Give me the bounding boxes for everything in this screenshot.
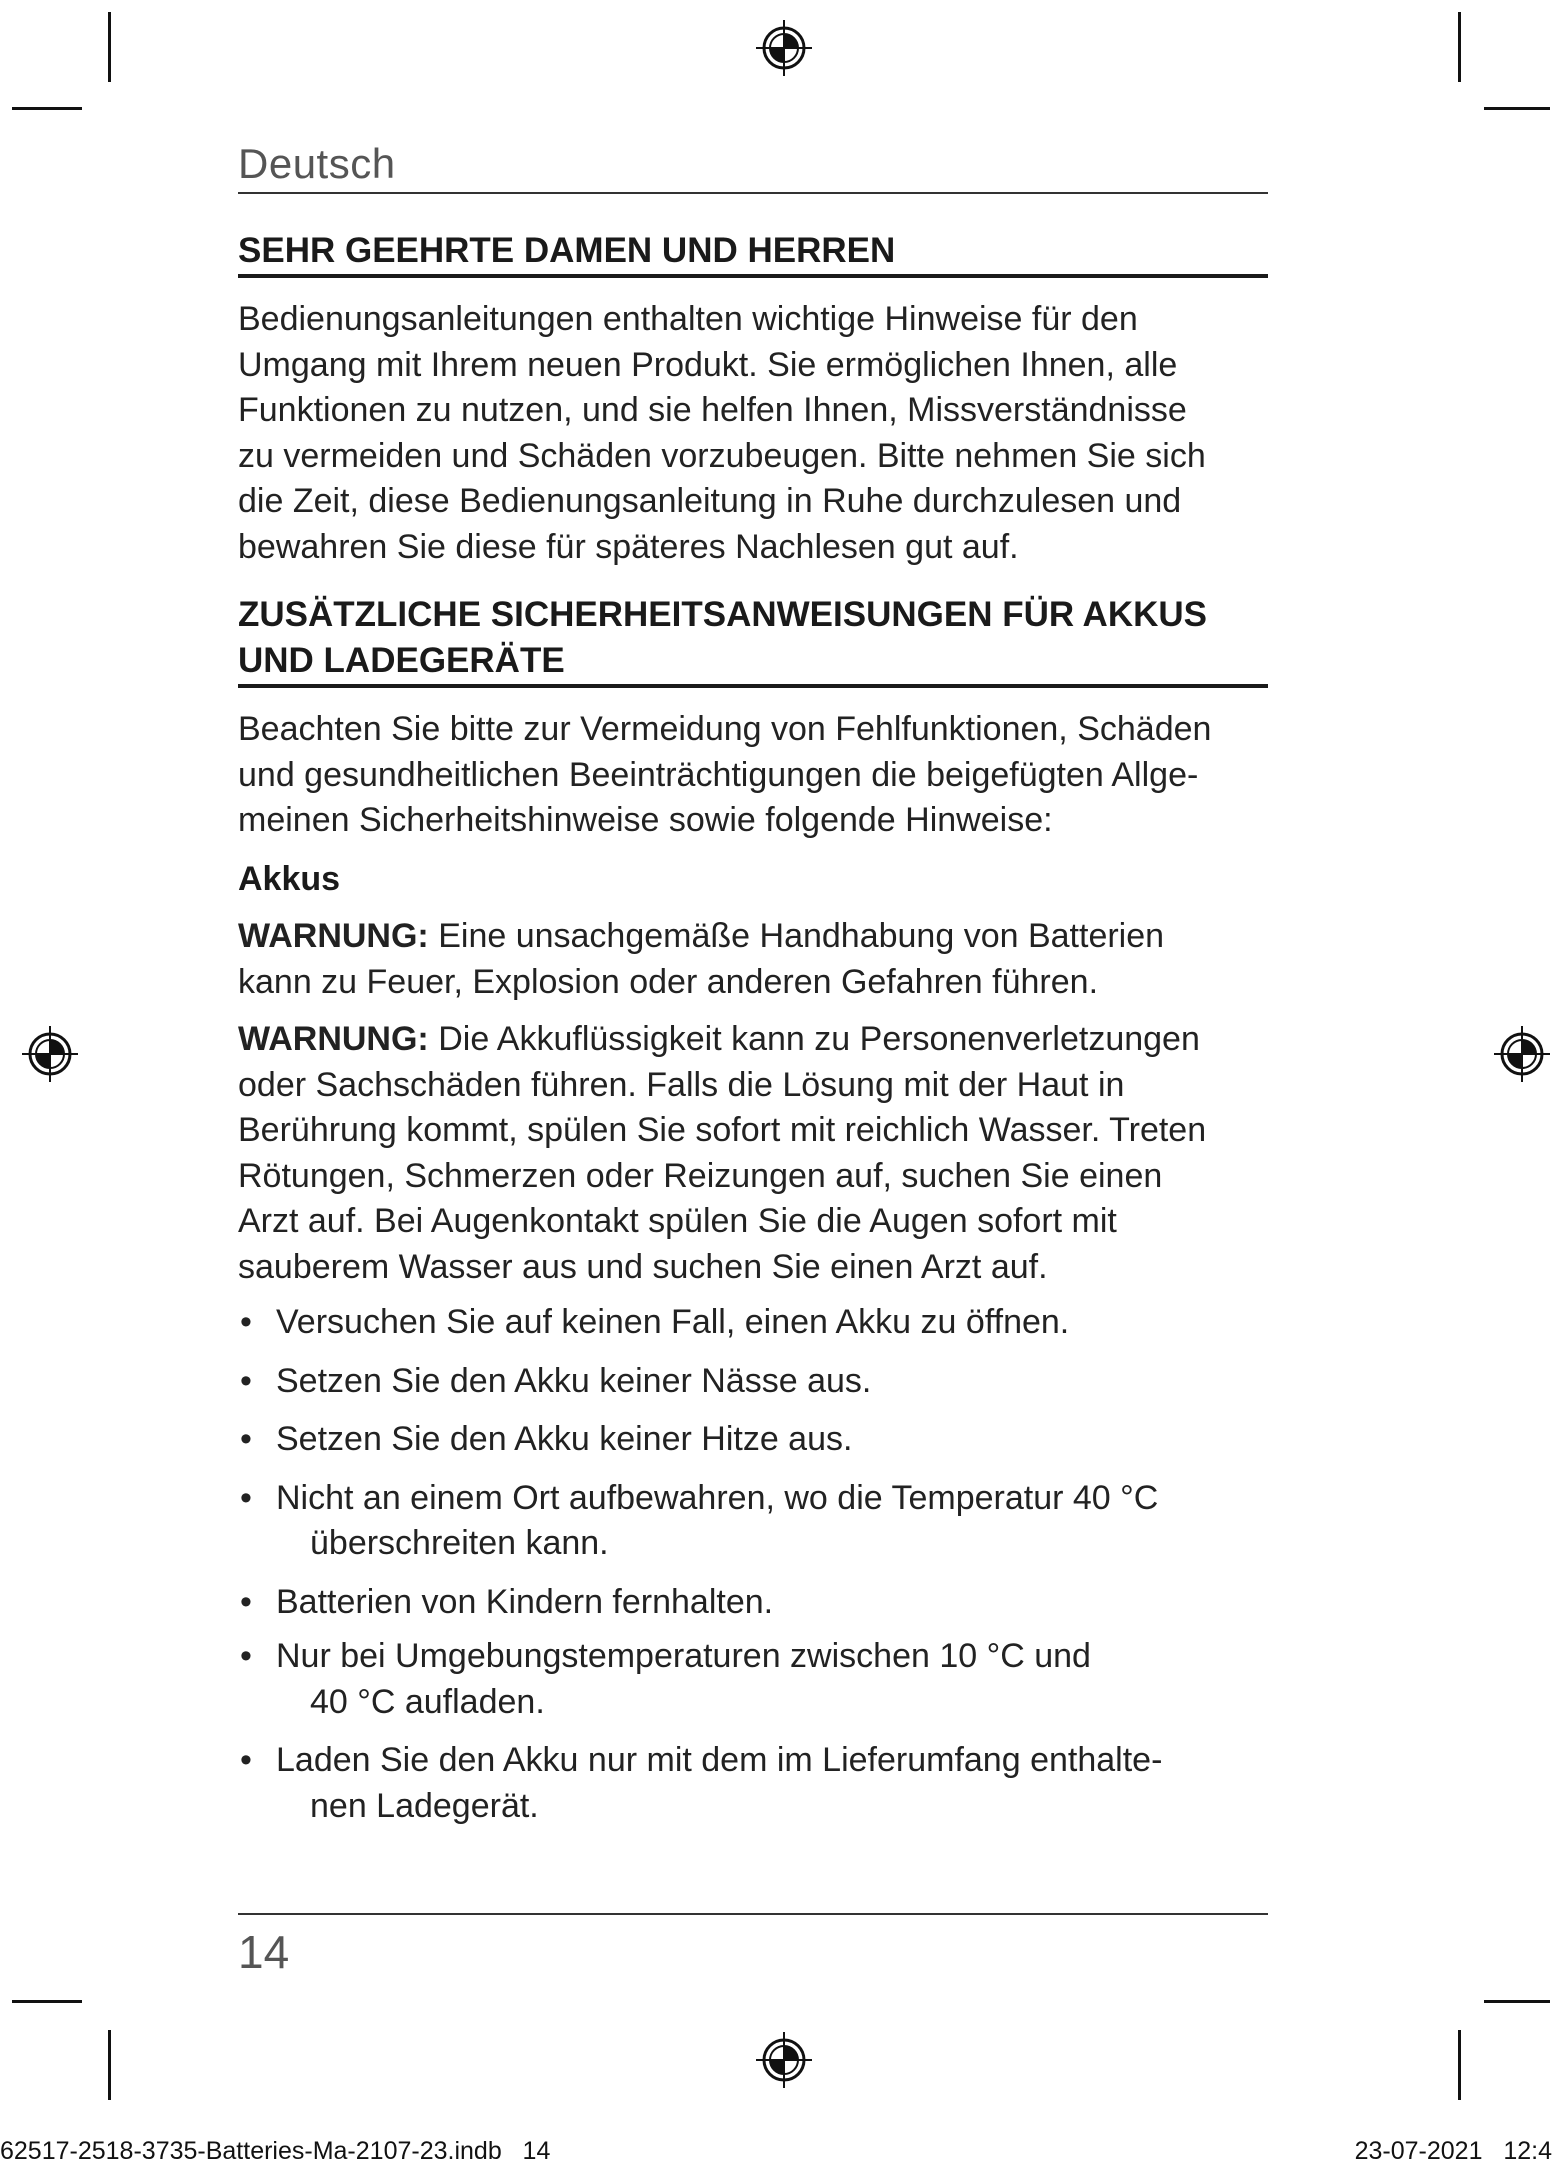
warning-block-2 bbox=[238, 1017, 1268, 1290]
text-line: bewahren Sie diese für späteres Nachlesen gut auf. bbox=[238, 527, 1019, 566]
text-line: Rötungen, Schmerzen oder Reizungen auf, suchen Sie einen bbox=[238, 1156, 1163, 1195]
heading-line: ZUSÄTZLICHE SICHERHEITSANWEISUNGEN FÜR AKKUS bbox=[238, 595, 1207, 634]
list-item bbox=[238, 1417, 1268, 1463]
bullet-icon: • bbox=[240, 1361, 252, 1400]
text-line: Beachten Sie bitte zur Vermeidung von Fehlfunktionen, Schäden bbox=[238, 710, 1212, 748]
bullet-text-continued: überschreiten kann. bbox=[310, 1524, 609, 1562]
warning-label: WARNUNG: bbox=[238, 1020, 429, 1058]
text-line: sauberem Wasser aus und suchen Sie einen Arzt auf. bbox=[238, 1247, 1048, 1286]
text-line: Umgang mit Ihrem neuen Produkt. Sie ermöglichen Ihnen, alle bbox=[238, 345, 1178, 384]
crop-mark-top-right-h bbox=[1484, 107, 1550, 110]
crop-mark-bottom-left-h bbox=[12, 2000, 82, 2003]
print-slug-file: 62517-2518-3735-Batteries-Ma-2107-23.indb 14 bbox=[0, 2137, 551, 2165]
bullet-icon: • bbox=[240, 1582, 252, 1621]
section-heading-safety bbox=[238, 592, 1268, 684]
registration-mark-top-icon bbox=[756, 20, 812, 76]
text-line: Arzt auf. Bei Augenkontakt spülen Sie die Augen sofort mit bbox=[238, 1202, 1117, 1240]
bullet-text: Nur bei Umgebungstemperaturen zwischen 10 °C und bbox=[276, 1637, 1091, 1675]
list-item bbox=[238, 1738, 1268, 1829]
crop-mark-bottom-right bbox=[1458, 2030, 1461, 2100]
bullet-text: Batterien von Kindern fernhalten. bbox=[276, 1582, 774, 1621]
intro-paragraph bbox=[238, 297, 1268, 570]
text-line: Berührung kommt, spülen Sie sofort mit reichlich Wasser. Treten bbox=[238, 1111, 1207, 1149]
text-line: zu vermeiden und Schäden vorzubeugen. Bitte nehmen Sie sich bbox=[238, 436, 1206, 475]
language-label: Deutsch bbox=[238, 140, 396, 187]
text-line: und gesundheitlichen Beeinträchtigungen die beigefügten Allge- bbox=[238, 755, 1199, 794]
bullet-icon: • bbox=[240, 1478, 252, 1517]
warning-text: Eine unsachgemäße Handhabung von Batterien bbox=[428, 917, 1165, 955]
text-line bbox=[238, 914, 1268, 960]
page-number: 14 bbox=[238, 1926, 290, 1978]
print-slug-date: 23-07-2021 12:4 bbox=[1354, 2137, 1552, 2165]
list-item bbox=[238, 1580, 1268, 1626]
safety-intro-paragraph bbox=[238, 707, 1268, 844]
bullet-icon: • bbox=[240, 1637, 252, 1675]
bullet-icon: • bbox=[240, 1741, 252, 1779]
crop-mark-bottom-right-h bbox=[1484, 2000, 1550, 2003]
warning-text: Die Akkuflüssigkeit kann zu Personenverletzungen bbox=[428, 1020, 1200, 1058]
section-heading-rule bbox=[238, 274, 1268, 278]
text-line: meinen Sicherheitshinweise sowie folgende Hinweise: bbox=[238, 801, 1053, 839]
registration-mark-left-icon bbox=[22, 1026, 78, 1082]
footer-rule bbox=[238, 1913, 1268, 1915]
bullet-icon: • bbox=[240, 1303, 252, 1341]
crop-mark-top-left-h bbox=[12, 107, 82, 110]
text-line: die Zeit, diese Bedienungsanleitung in Ruhe durchzulesen und bbox=[238, 482, 1182, 520]
bullet-text: Setzen Sie den Akku keiner Nässe aus. bbox=[276, 1361, 872, 1400]
heading-line: UND LADEGERÄTE bbox=[238, 641, 565, 680]
crop-mark-bottom-left bbox=[108, 2030, 111, 2100]
bullet-text-continued: nen Ladegerät. bbox=[310, 1786, 539, 1825]
subheading-akkus: Akkus bbox=[238, 860, 341, 898]
bullet-text: Laden Sie den Akku nur mit dem im Lieferumfang enthalte- bbox=[276, 1741, 1163, 1779]
list-item bbox=[238, 1476, 1268, 1567]
crop-mark-top-left bbox=[108, 12, 111, 82]
text-line: Bedienungsanleitungen enthalten wichtige Hinweise für den bbox=[238, 300, 1138, 338]
text-line: oder Sachschäden führen. Falls die Lösung mit der Haut in bbox=[238, 1065, 1125, 1104]
header-rule bbox=[238, 192, 1268, 194]
bullet-text-continued: 40 °C aufladen. bbox=[310, 1682, 545, 1721]
text-line bbox=[238, 1017, 1268, 1063]
bullet-text: Nicht an einem Ort aufbewahren, wo die Temperatur 40 °C bbox=[276, 1478, 1159, 1517]
section-heading-greeting: SEHR GEEHRTE DAMEN UND HERREN bbox=[238, 231, 896, 270]
registration-mark-bottom-icon bbox=[756, 2032, 812, 2088]
list-item bbox=[238, 1359, 1268, 1405]
bullet-icon: • bbox=[240, 1420, 252, 1458]
text-line: Funktionen zu nutzen, und sie helfen Ihnen, Missverständnisse bbox=[238, 391, 1187, 429]
safety-bullet-list bbox=[238, 1300, 1268, 1829]
bullet-text: Versuchen Sie auf keinen Fall, einen Akku zu öffnen. bbox=[276, 1303, 1070, 1341]
list-item bbox=[238, 1634, 1268, 1725]
text-line: kann zu Feuer, Explosion oder anderen Gefahren führen. bbox=[238, 962, 1099, 1001]
bullet-text: Setzen Sie den Akku keiner Hitze aus. bbox=[276, 1420, 853, 1458]
warning-label: WARNUNG: bbox=[238, 917, 429, 955]
crop-mark-top-right bbox=[1458, 12, 1461, 82]
section-heading-rule bbox=[238, 684, 1268, 688]
registration-mark-right-icon bbox=[1494, 1026, 1550, 1082]
list-item bbox=[238, 1300, 1268, 1346]
warning-block-1 bbox=[238, 914, 1268, 1005]
